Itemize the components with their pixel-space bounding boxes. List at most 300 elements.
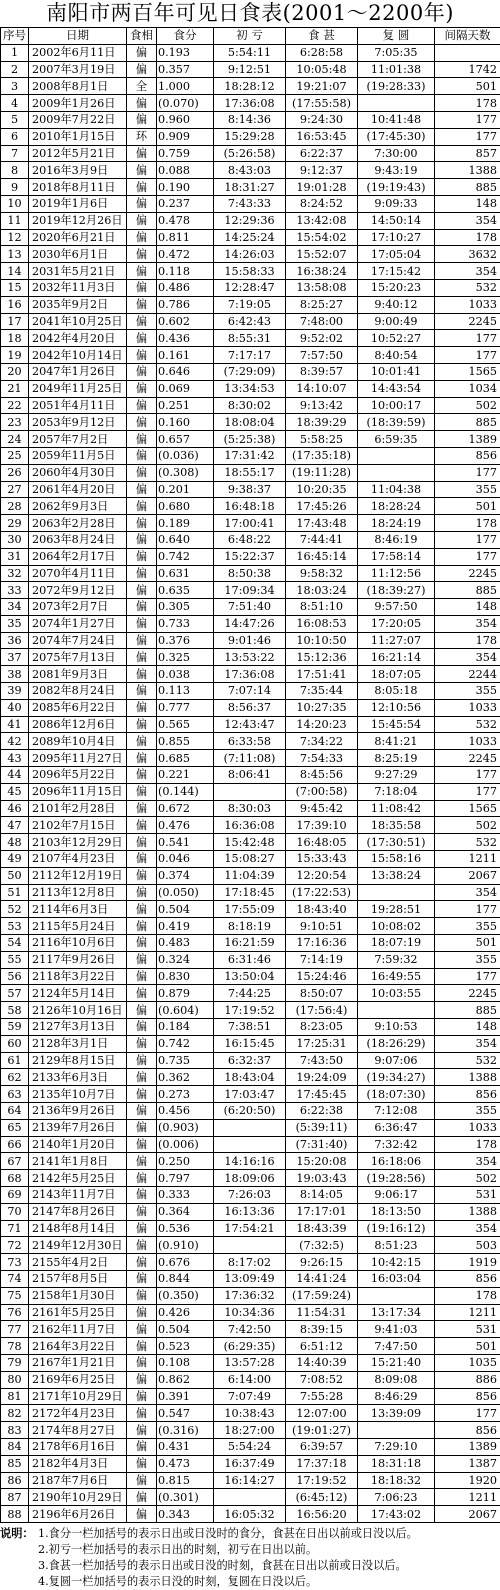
row-magnitude: 0.426 bbox=[157, 1304, 214, 1321]
row-eclipse-type: 偏 bbox=[127, 111, 157, 128]
row-index: 33 bbox=[1, 582, 29, 599]
row-interval-days: 148 bbox=[435, 195, 500, 212]
row-last-contact: 16:21:14 bbox=[358, 649, 435, 666]
row-last-contact: 19:28:51 bbox=[358, 901, 435, 918]
row-eclipse-type: 偏 bbox=[127, 750, 157, 767]
row-maximum: 9:13:42 bbox=[286, 397, 358, 414]
row-magnitude: 0.305 bbox=[157, 599, 214, 616]
row-index: 63 bbox=[1, 1086, 29, 1103]
row-magnitude: 0.602 bbox=[157, 313, 214, 330]
row-interval-days: 1742 bbox=[435, 61, 500, 78]
table-row bbox=[1, 1405, 500, 1422]
row-interval-days: 354 bbox=[435, 263, 500, 280]
row-maximum: 14:40:39 bbox=[286, 1354, 358, 1371]
row-interval-days: 355 bbox=[435, 683, 500, 700]
table-row bbox=[1, 1203, 500, 1220]
table-row bbox=[1, 1388, 500, 1405]
row-magnitude: 0.541 bbox=[157, 834, 214, 851]
row-maximum: (7:32:5) bbox=[286, 1237, 358, 1254]
row-eclipse-type: 偏 bbox=[127, 649, 157, 666]
row-eclipse-type: 偏 bbox=[127, 296, 157, 313]
row-date: 2172年4月23日 bbox=[29, 1405, 127, 1422]
row-maximum: 8:39:15 bbox=[286, 1321, 358, 1338]
row-interval-days: 2244 bbox=[435, 666, 500, 683]
table-row bbox=[1, 111, 500, 128]
row-index: 34 bbox=[1, 599, 29, 616]
row-maximum: 14:10:07 bbox=[286, 380, 358, 397]
row-first-contact: 17:55:09 bbox=[214, 901, 286, 918]
row-date: 2115年5月24日 bbox=[29, 918, 127, 935]
row-first-contact: 8:56:37 bbox=[214, 699, 286, 716]
row-first-contact: 18:43:04 bbox=[214, 1069, 286, 1086]
row-magnitude: 0.565 bbox=[157, 716, 214, 733]
table-row bbox=[1, 1002, 500, 1019]
row-last-contact: 10:00:17 bbox=[358, 397, 435, 414]
row-index: 11 bbox=[1, 212, 29, 229]
table-row bbox=[1, 565, 500, 582]
row-interval-days: 532 bbox=[435, 834, 500, 851]
row-magnitude: 0.685 bbox=[157, 750, 214, 767]
row-eclipse-type: 偏 bbox=[127, 1472, 157, 1489]
row-maximum: 6:28:58 bbox=[286, 44, 358, 61]
row-date: 2124年5月14日 bbox=[29, 985, 127, 1002]
row-interval-days: 148 bbox=[435, 1019, 500, 1036]
row-magnitude: (0.910) bbox=[157, 1237, 214, 1254]
row-eclipse-type: 偏 bbox=[127, 1338, 157, 1355]
row-index: 9 bbox=[1, 179, 29, 196]
table-row bbox=[1, 767, 500, 784]
note-item: 2.初亏一栏加括号的表示日出的时刻，初亏在日出以前。 bbox=[38, 1543, 317, 1556]
row-index: 75 bbox=[1, 1287, 29, 1304]
row-date: 2174年8月27日 bbox=[29, 1422, 127, 1439]
table-row bbox=[1, 901, 500, 918]
row-eclipse-type: 偏 bbox=[127, 1489, 157, 1506]
header-first-contact: 初 亏 bbox=[214, 28, 286, 45]
row-magnitude: 0.419 bbox=[157, 918, 214, 935]
row-interval-days: 532 bbox=[435, 279, 500, 296]
row-maximum: 15:33:43 bbox=[286, 851, 358, 868]
row-eclipse-type: 偏 bbox=[127, 313, 157, 330]
notes-section bbox=[0, 1523, 500, 1590]
row-interval-days: 856 bbox=[435, 1388, 500, 1405]
table-row bbox=[1, 61, 500, 78]
row-index: 81 bbox=[1, 1388, 29, 1405]
row-first-contact: 18:27:00 bbox=[214, 1422, 286, 1439]
row-maximum: 6:22:38 bbox=[286, 1103, 358, 1120]
table-row bbox=[1, 1153, 500, 1170]
row-maximum: 12:20:54 bbox=[286, 867, 358, 884]
row-maximum: 16:45:14 bbox=[286, 548, 358, 565]
row-last-contact: 12:10:56 bbox=[358, 699, 435, 716]
row-last-contact: 7:18:04 bbox=[358, 783, 435, 800]
row-first-contact: 15:22:37 bbox=[214, 548, 286, 565]
row-eclipse-type: 偏 bbox=[127, 1086, 157, 1103]
row-first-contact: (6:20:50) bbox=[214, 1103, 286, 1120]
row-eclipse-type: 偏 bbox=[127, 414, 157, 431]
row-last-contact bbox=[358, 1422, 435, 1439]
row-first-contact: 18:31:27 bbox=[214, 179, 286, 196]
row-first-contact: 7:17:17 bbox=[214, 347, 286, 364]
row-interval-days: 1565 bbox=[435, 800, 500, 817]
row-last-contact: 18:28:24 bbox=[358, 498, 435, 515]
row-last-contact: 10:03:55 bbox=[358, 985, 435, 1002]
row-date: 2082年8月24日 bbox=[29, 683, 127, 700]
row-magnitude: 0.161 bbox=[157, 347, 214, 364]
row-date: 2070年4月11日 bbox=[29, 565, 127, 582]
table-row bbox=[1, 263, 500, 280]
table-row bbox=[1, 1119, 500, 1136]
row-last-contact bbox=[358, 447, 435, 464]
row-index: 1 bbox=[1, 44, 29, 61]
row-last-contact: 7:06:23 bbox=[358, 1489, 435, 1506]
row-maximum: 7:43:50 bbox=[286, 1052, 358, 1069]
row-last-contact: 9:40:12 bbox=[358, 296, 435, 313]
row-interval-days: 1211 bbox=[435, 1304, 500, 1321]
row-first-contact: (5:26:58) bbox=[214, 145, 286, 162]
table-row bbox=[1, 481, 500, 498]
row-magnitude: 0.472 bbox=[157, 246, 214, 263]
row-interval-days: 354 bbox=[435, 649, 500, 666]
row-index: 49 bbox=[1, 851, 29, 868]
row-eclipse-type: 偏 bbox=[127, 1002, 157, 1019]
row-date: 2101年2月28日 bbox=[29, 800, 127, 817]
row-magnitude: 0.069 bbox=[157, 380, 214, 397]
table-row bbox=[1, 834, 500, 851]
row-last-contact: 13:38:24 bbox=[358, 867, 435, 884]
row-last-contact: 16:03:04 bbox=[358, 1270, 435, 1287]
row-eclipse-type: 偏 bbox=[127, 61, 157, 78]
table-row bbox=[1, 78, 500, 95]
row-date: 2112年12月19日 bbox=[29, 867, 127, 884]
row-index: 42 bbox=[1, 733, 29, 750]
table-row bbox=[1, 44, 500, 61]
row-magnitude: (0.350) bbox=[157, 1287, 214, 1304]
row-magnitude: 0.735 bbox=[157, 1052, 214, 1069]
row-interval-days: 2245 bbox=[435, 565, 500, 582]
row-eclipse-type: 偏 bbox=[127, 716, 157, 733]
row-first-contact: 8:06:41 bbox=[214, 767, 286, 784]
table-row bbox=[1, 1237, 500, 1254]
row-date: 2031年5月21日 bbox=[29, 263, 127, 280]
row-eclipse-type: 偏 bbox=[127, 1052, 157, 1069]
row-index: 31 bbox=[1, 548, 29, 565]
row-first-contact: 15:08:27 bbox=[214, 851, 286, 868]
row-last-contact: 18:35:58 bbox=[358, 817, 435, 834]
row-magnitude: 0.483 bbox=[157, 935, 214, 952]
row-interval-days: 355 bbox=[435, 951, 500, 968]
row-first-contact: 17:00:41 bbox=[214, 515, 286, 532]
row-magnitude: (0.144) bbox=[157, 783, 214, 800]
row-date: 2114年6月3日 bbox=[29, 901, 127, 918]
row-first-contact: 5:54:24 bbox=[214, 1438, 286, 1455]
row-interval-days: 856 bbox=[435, 1422, 500, 1439]
row-interval-days: 354 bbox=[435, 1153, 500, 1170]
row-last-contact: 14:50:14 bbox=[358, 212, 435, 229]
row-eclipse-type: 偏 bbox=[127, 515, 157, 532]
row-eclipse-type: 偏 bbox=[127, 179, 157, 196]
row-interval-days: 885 bbox=[435, 179, 500, 196]
row-interval-days: 177 bbox=[435, 128, 500, 145]
row-maximum: 17:39:10 bbox=[286, 817, 358, 834]
row-maximum: 9:10:51 bbox=[286, 918, 358, 935]
row-eclipse-type: 偏 bbox=[127, 1103, 157, 1120]
row-maximum: 10:27:35 bbox=[286, 699, 358, 716]
row-maximum: 9:12:37 bbox=[286, 162, 358, 179]
row-first-contact: (7:11:08) bbox=[214, 750, 286, 767]
row-last-contact bbox=[358, 1287, 435, 1304]
row-magnitude: 0.038 bbox=[157, 666, 214, 683]
row-maximum: 15:52:07 bbox=[286, 246, 358, 263]
row-eclipse-type: 偏 bbox=[127, 145, 157, 162]
row-last-contact: 11:08:42 bbox=[358, 800, 435, 817]
row-date: 2057年7月2日 bbox=[29, 431, 127, 448]
row-date: 2161年5月25日 bbox=[29, 1304, 127, 1321]
row-date: 2007年3月19日 bbox=[29, 61, 127, 78]
row-last-contact: 11:12:56 bbox=[358, 565, 435, 582]
table-row bbox=[1, 1254, 500, 1271]
row-last-contact: 9:09:33 bbox=[358, 195, 435, 212]
row-interval-days: 178 bbox=[435, 632, 500, 649]
table-row bbox=[1, 716, 500, 733]
note-item: 3.食甚一栏加括号的表示日出或日没的时刻，食甚在日出以前或日没以后。 bbox=[38, 1559, 407, 1572]
row-maximum: 7:57:50 bbox=[286, 347, 358, 364]
table-row bbox=[1, 1220, 500, 1237]
row-maximum: 7:34:22 bbox=[286, 733, 358, 750]
row-eclipse-type: 偏 bbox=[127, 599, 157, 616]
row-interval-days: 1034 bbox=[435, 380, 500, 397]
table-row bbox=[1, 313, 500, 330]
row-last-contact: 18:18:32 bbox=[358, 1472, 435, 1489]
row-eclipse-type: 偏 bbox=[127, 1455, 157, 1472]
row-interval-days: 532 bbox=[435, 716, 500, 733]
row-interval-days: 1388 bbox=[435, 162, 500, 179]
row-first-contact: 16:21:59 bbox=[214, 935, 286, 952]
header-date: 日期 bbox=[29, 28, 127, 45]
row-index: 48 bbox=[1, 834, 29, 851]
row-magnitude: 0.374 bbox=[157, 867, 214, 884]
row-interval-days: 531 bbox=[435, 1321, 500, 1338]
row-date: 2117年9月26日 bbox=[29, 951, 127, 968]
row-maximum: 13:58:08 bbox=[286, 279, 358, 296]
row-magnitude: 0.046 bbox=[157, 851, 214, 868]
row-date: 2074年1月27日 bbox=[29, 615, 127, 632]
row-interval-days: 531 bbox=[435, 1186, 500, 1203]
row-interval-days: 501 bbox=[435, 935, 500, 952]
table-row bbox=[1, 699, 500, 716]
row-first-contact: 15:29:28 bbox=[214, 128, 286, 145]
row-maximum: 8:51:10 bbox=[286, 599, 358, 616]
table-row bbox=[1, 817, 500, 834]
row-index: 62 bbox=[1, 1069, 29, 1086]
row-interval-days: 502 bbox=[435, 397, 500, 414]
row-date: 2126年10月16日 bbox=[29, 1002, 127, 1019]
row-date: 2096年5月22日 bbox=[29, 767, 127, 784]
row-first-contact: 6:42:43 bbox=[214, 313, 286, 330]
row-date: 2118年3月22日 bbox=[29, 968, 127, 985]
row-index: 71 bbox=[1, 1220, 29, 1237]
row-interval-days: 502 bbox=[435, 817, 500, 834]
row-maximum: 8:23:05 bbox=[286, 1019, 358, 1036]
table-row bbox=[1, 145, 500, 162]
row-eclipse-type: 偏 bbox=[127, 431, 157, 448]
row-date: 2019年1月6日 bbox=[29, 195, 127, 212]
row-interval-days: 148 bbox=[435, 599, 500, 616]
row-magnitude: 0.631 bbox=[157, 565, 214, 582]
row-interval-days: 886 bbox=[435, 1371, 500, 1388]
row-eclipse-type: 偏 bbox=[127, 44, 157, 61]
table-row bbox=[1, 851, 500, 868]
header-interval-days: 间隔天数 bbox=[435, 28, 500, 45]
row-index: 21 bbox=[1, 380, 29, 397]
row-maximum: 18:43:39 bbox=[286, 1220, 358, 1237]
row-first-contact: 7:44:25 bbox=[214, 985, 286, 1002]
table-row bbox=[1, 733, 500, 750]
table-row bbox=[1, 649, 500, 666]
row-eclipse-type: 偏 bbox=[127, 1220, 157, 1237]
row-maximum: 8:39:57 bbox=[286, 363, 358, 380]
row-magnitude: 0.473 bbox=[157, 1455, 214, 1472]
table-header-row bbox=[1, 28, 500, 45]
row-index: 2 bbox=[1, 61, 29, 78]
row-date: 2063年8月24日 bbox=[29, 531, 127, 548]
row-last-contact: 8:46:29 bbox=[358, 1388, 435, 1405]
row-interval-days: 354 bbox=[435, 615, 500, 632]
row-index: 4 bbox=[1, 95, 29, 112]
row-first-contact: 5:54:11 bbox=[214, 44, 286, 61]
table-row bbox=[1, 582, 500, 599]
table-row bbox=[1, 498, 500, 515]
row-date: 2042年10月14日 bbox=[29, 347, 127, 364]
table-row bbox=[1, 95, 500, 112]
row-first-contact: 10:34:36 bbox=[214, 1304, 286, 1321]
row-index: 70 bbox=[1, 1203, 29, 1220]
row-last-contact: 7:29:10 bbox=[358, 1438, 435, 1455]
table-row bbox=[1, 1170, 500, 1187]
row-maximum: 7:48:00 bbox=[286, 313, 358, 330]
row-first-contact: 14:16:16 bbox=[214, 1153, 286, 1170]
row-eclipse-type: 偏 bbox=[127, 548, 157, 565]
row-magnitude: 0.193 bbox=[157, 44, 214, 61]
row-eclipse-type: 偏 bbox=[127, 162, 157, 179]
row-maximum: 6:39:57 bbox=[286, 1438, 358, 1455]
row-last-contact: (18:39:59) bbox=[358, 414, 435, 431]
row-last-contact: 9:07:06 bbox=[358, 1052, 435, 1069]
row-eclipse-type: 偏 bbox=[127, 1422, 157, 1439]
table-row bbox=[1, 246, 500, 263]
row-magnitude: (0.308) bbox=[157, 464, 214, 481]
row-index: 55 bbox=[1, 951, 29, 968]
row-eclipse-type: 偏 bbox=[127, 615, 157, 632]
row-date: 2019年12月26日 bbox=[29, 212, 127, 229]
row-eclipse-type: 偏 bbox=[127, 884, 157, 901]
row-maximum: (17:22:53) bbox=[286, 884, 358, 901]
row-index: 68 bbox=[1, 1170, 29, 1187]
row-magnitude: 0.160 bbox=[157, 414, 214, 431]
row-magnitude: 0.676 bbox=[157, 1254, 214, 1271]
row-last-contact: 18:07:19 bbox=[358, 935, 435, 952]
row-date: 2002年6月11日 bbox=[29, 44, 127, 61]
row-maximum: 7:54:33 bbox=[286, 750, 358, 767]
row-eclipse-type: 偏 bbox=[127, 95, 157, 112]
row-index: 18 bbox=[1, 330, 29, 347]
row-interval-days: 354 bbox=[435, 884, 500, 901]
row-magnitude: 0.909 bbox=[157, 128, 214, 145]
row-maximum: 10:20:35 bbox=[286, 481, 358, 498]
row-magnitude: 0.118 bbox=[157, 263, 214, 280]
row-eclipse-type: 偏 bbox=[127, 1304, 157, 1321]
row-date: 2030年6月1日 bbox=[29, 246, 127, 263]
row-last-contact: (19:28:56) bbox=[358, 1170, 435, 1187]
header-eclipse-type: 食相 bbox=[127, 28, 157, 45]
row-date: 2107年4月23日 bbox=[29, 851, 127, 868]
row-date: 2142年5月25日 bbox=[29, 1170, 127, 1187]
row-first-contact: 18:08:04 bbox=[214, 414, 286, 431]
row-index: 17 bbox=[1, 313, 29, 330]
row-interval-days: 2245 bbox=[435, 985, 500, 1002]
row-interval-days: 2067 bbox=[435, 1506, 500, 1523]
table-row bbox=[1, 1086, 500, 1103]
row-eclipse-type: 偏 bbox=[127, 632, 157, 649]
row-date: 2136年9月26日 bbox=[29, 1103, 127, 1120]
row-maximum: 6:51:12 bbox=[286, 1338, 358, 1355]
row-magnitude: 0.113 bbox=[157, 683, 214, 700]
row-maximum: 19:21:07 bbox=[286, 78, 358, 95]
row-last-contact: 17:20:05 bbox=[358, 615, 435, 632]
row-date: 2102年7月15日 bbox=[29, 817, 127, 834]
row-interval-days: 1919 bbox=[435, 1254, 500, 1271]
row-magnitude: (0.301) bbox=[157, 1489, 214, 1506]
row-maximum: 7:55:28 bbox=[286, 1388, 358, 1405]
row-index: 50 bbox=[1, 867, 29, 884]
row-index: 10 bbox=[1, 195, 29, 212]
table-row bbox=[1, 1304, 500, 1321]
row-last-contact: 18:24:19 bbox=[358, 515, 435, 532]
row-date: 2158年1月30日 bbox=[29, 1287, 127, 1304]
row-eclipse-type: 偏 bbox=[127, 1237, 157, 1254]
row-first-contact: 17:54:21 bbox=[214, 1220, 286, 1237]
row-maximum: 14:41:24 bbox=[286, 1270, 358, 1287]
row-date: 2051年4月11日 bbox=[29, 397, 127, 414]
row-date: 2095年11月27日 bbox=[29, 750, 127, 767]
row-index: 32 bbox=[1, 565, 29, 582]
note-item: 1.食分一栏加括号的表示日出或日没时的食分，食甚在日出以前或日没以后。 bbox=[38, 1527, 418, 1540]
row-maximum: 16:48:05 bbox=[286, 834, 358, 851]
row-first-contact: 16:36:08 bbox=[214, 817, 286, 834]
table-row bbox=[1, 1354, 500, 1371]
row-maximum: 13:42:08 bbox=[286, 212, 358, 229]
table-row bbox=[1, 414, 500, 431]
row-eclipse-type: 偏 bbox=[127, 1069, 157, 1086]
row-eclipse-type: 偏 bbox=[127, 531, 157, 548]
row-date: 2155年4月2日 bbox=[29, 1254, 127, 1271]
row-date: 2113年12月8日 bbox=[29, 884, 127, 901]
row-magnitude: 0.324 bbox=[157, 951, 214, 968]
row-magnitude: 0.536 bbox=[157, 1220, 214, 1237]
row-index: 22 bbox=[1, 397, 29, 414]
row-eclipse-type: 偏 bbox=[127, 767, 157, 784]
row-first-contact: 17:31:42 bbox=[214, 447, 286, 464]
row-magnitude: 0.523 bbox=[157, 1338, 214, 1355]
row-interval-days: 354 bbox=[435, 212, 500, 229]
row-index: 58 bbox=[1, 1002, 29, 1019]
table-row bbox=[1, 599, 500, 616]
row-magnitude: 0.672 bbox=[157, 800, 214, 817]
table-row bbox=[1, 1069, 500, 1086]
row-interval-days: 354 bbox=[435, 1035, 500, 1052]
row-date: 2047年1月26日 bbox=[29, 363, 127, 380]
row-last-contact: 16:49:55 bbox=[358, 968, 435, 985]
row-first-contact bbox=[214, 1489, 286, 1506]
